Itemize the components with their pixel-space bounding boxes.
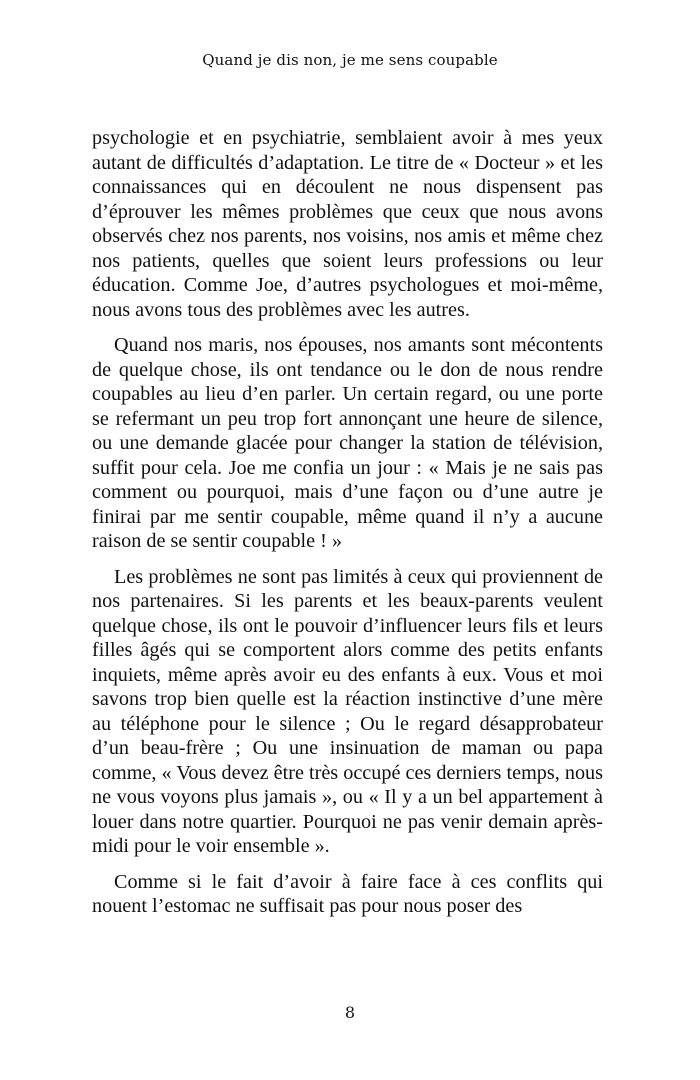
paragraph-3: Les problèmes ne sont pas limités à ceux qui proviennent de nos partenaires. Si les parents et les beaux-parents veulent quelque chose, ils ont le pouvoir d’influencer leurs fils et leurs filles âgés qui se comportent alors comme des petits enfants inquiets, même après avoir eu des enfants à eux. Vous et moi savons trop bien quelle est la réaction instinctive d’une mère au téléphone pour le silence ; Ou le regard désapprobateur d’un beau-frère ; Ou une insinuation de maman ou papa comme, « Vous devez être très occupé ces derniers temps, nous ne vous voyons plus jamais », ou « Il y a un bel appartement à louer dans notre quartier. Pourquoi ne pas venir demain après-midi pour le voir ensemble ».: [92, 565, 603, 857]
paragraph-4: Comme si le fait d’avoir à faire face à ces conflits qui nouent l’estomac ne suffisait pas pour nous poser des: [92, 870, 603, 917]
running-head: Quand je dis non, je me sens coupable: [202, 51, 498, 69]
paragraph-2: Quand nos maris, nos épouses, nos amants sont mécontents de quelque chose, ils ont tendance ou le don de nous rendre coupables au lieu d’en parler. Un certain regard, ou une porte se refermant un peu trop fort annonçant une heure de silence, ou une demande glacée pour changer la station de télévision, suffit pour cela. Joe me confia un jour : « Mais je ne sais pas comment ou pourquoi, mais d’une façon ou d’une autre je finirai par me sentir coupable, même quand il n’y a aucune raison de se sentir coupable ! »: [92, 334, 603, 552]
body-text: [92, 126, 603, 919]
paragraph-1: psychologie et en psychiatrie, semblaient avoir à mes yeux autant de difficultés d’adaptation. Le titre de « Docteur » et les connaissances qui en découlent ne nous dispensent pas d’éprouver les mêmes problèmes que ceux que nous avons observés chez nos parents, nos voisins, nos amis et même chez nos patients, quelles que soient leurs professions ou leur éducation. Comme Joe, d’autres psychologues et moi-même, nous avons tous des problèmes avec les autres.: [92, 127, 603, 321]
page-number: 8: [344, 1003, 356, 1022]
